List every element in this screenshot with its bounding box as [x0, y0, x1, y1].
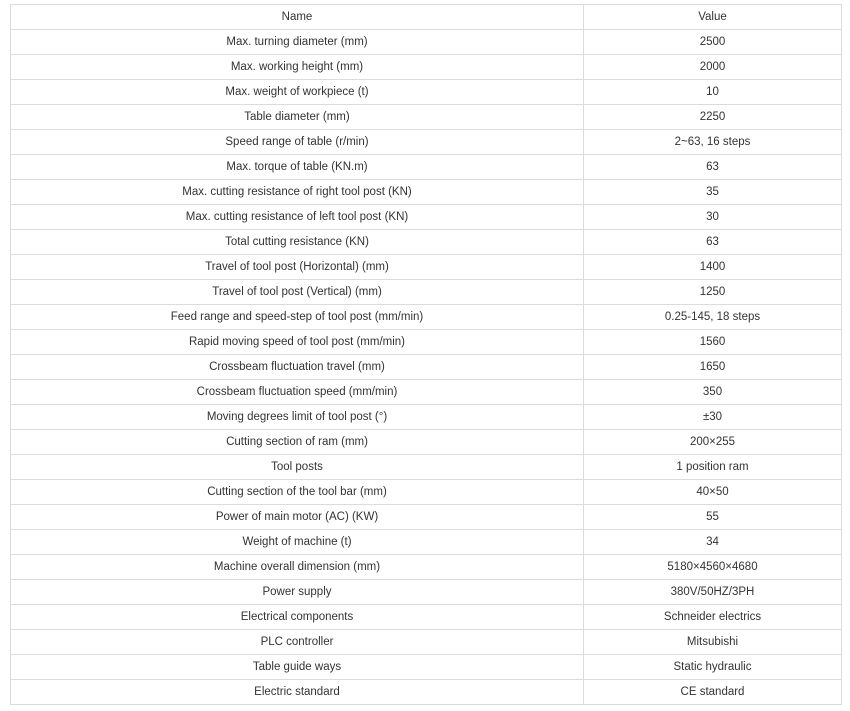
spec-name-cell: Cutting section of ram (mm): [11, 430, 584, 455]
specifications-table: [10, 4, 842, 705]
spec-name-cell: PLC controller: [11, 630, 584, 655]
spec-name-cell: Max. weight of workpiece (t): [11, 80, 584, 105]
spec-name-cell: Weight of machine (t): [11, 530, 584, 555]
spec-name-cell: Cutting section of the tool bar (mm): [11, 480, 584, 505]
table-row: [11, 30, 842, 55]
table-row: [11, 55, 842, 80]
spec-value-cell: 2250: [584, 105, 842, 130]
spec-value-cell: Static hydraulic: [584, 655, 842, 680]
table-row: [11, 430, 842, 455]
table-row: [11, 180, 842, 205]
spec-value-cell: 380V/50HZ/3PH: [584, 580, 842, 605]
table-row: [11, 155, 842, 180]
spec-name-cell: Table diameter (mm): [11, 105, 584, 130]
spec-value-cell: 30: [584, 205, 842, 230]
spec-name-cell: Speed range of table (r/min): [11, 130, 584, 155]
table-row: [11, 205, 842, 230]
spec-name-cell: Max. cutting resistance of right tool post (KN): [11, 180, 584, 205]
table-row: [11, 80, 842, 105]
spec-value-cell: CE standard: [584, 680, 842, 705]
table-row: [11, 680, 842, 705]
spec-value-cell: 63: [584, 155, 842, 180]
spec-name-cell: Power supply: [11, 580, 584, 605]
spec-name-cell: Moving degrees limit of tool post (°): [11, 405, 584, 430]
spec-name-cell: Max. cutting resistance of left tool post (KN): [11, 205, 584, 230]
spec-name-cell: Feed range and speed-step of tool post (mm/min): [11, 305, 584, 330]
table-row: [11, 330, 842, 355]
spec-value-cell: Schneider electrics: [584, 605, 842, 630]
spec-name-cell: Power of main motor (AC) (KW): [11, 505, 584, 530]
table-row: [11, 505, 842, 530]
table-row: [11, 280, 842, 305]
spec-name-cell: Machine overall dimension (mm): [11, 555, 584, 580]
spec-name-cell: Electrical components: [11, 605, 584, 630]
spec-value-cell: 1560: [584, 330, 842, 355]
table-row: [11, 130, 842, 155]
spec-name-cell: Max. working height (mm): [11, 55, 584, 80]
spec-name-cell: Max. turning diameter (mm): [11, 30, 584, 55]
spec-value-cell: 55: [584, 505, 842, 530]
table-row: [11, 580, 842, 605]
spec-value-cell: 350: [584, 380, 842, 405]
table-row: [11, 530, 842, 555]
spec-value-cell: 40×50: [584, 480, 842, 505]
spec-value-cell: 2500: [584, 30, 842, 55]
table-row: [11, 305, 842, 330]
spec-value-cell: 200×255: [584, 430, 842, 455]
table-row: [11, 355, 842, 380]
spec-value-cell: 10: [584, 80, 842, 105]
value-column-header: Value: [584, 5, 842, 30]
table-row: [11, 655, 842, 680]
spec-value-cell: 35: [584, 180, 842, 205]
spec-name-cell: Total cutting resistance (KN): [11, 230, 584, 255]
spec-name-cell: Crossbeam fluctuation travel (mm): [11, 355, 584, 380]
spec-value-cell: Mitsubishi: [584, 630, 842, 655]
spec-name-cell: Rapid moving speed of tool post (mm/min): [11, 330, 584, 355]
spec-name-cell: Table guide ways: [11, 655, 584, 680]
spec-name-cell: Tool posts: [11, 455, 584, 480]
spec-value-cell: 2~63, 16 steps: [584, 130, 842, 155]
spec-value-cell: 63: [584, 230, 842, 255]
spec-name-cell: Electric standard: [11, 680, 584, 705]
table-row: [11, 405, 842, 430]
table-row: [11, 555, 842, 580]
table-row: [11, 230, 842, 255]
table-row: [11, 630, 842, 655]
table-row: [11, 455, 842, 480]
header-row: [11, 5, 842, 30]
table-row: [11, 255, 842, 280]
spec-value-cell: 5180×4560×4680: [584, 555, 842, 580]
spec-name-cell: Crossbeam fluctuation speed (mm/min): [11, 380, 584, 405]
table-row: [11, 605, 842, 630]
spec-name-cell: Travel of tool post (Vertical) (mm): [11, 280, 584, 305]
spec-value-cell: 1250: [584, 280, 842, 305]
table-row: [11, 480, 842, 505]
table-row: [11, 105, 842, 130]
spec-value-cell: 1400: [584, 255, 842, 280]
spec-value-cell: 34: [584, 530, 842, 555]
spec-value-cell: 2000: [584, 55, 842, 80]
name-column-header: Name: [11, 5, 584, 30]
spec-value-cell: 0.25-145, 18 steps: [584, 305, 842, 330]
table-body: [11, 30, 842, 705]
spec-name-cell: Max. torque of table (KN.m): [11, 155, 584, 180]
table-row: [11, 380, 842, 405]
spec-value-cell: 1 position ram: [584, 455, 842, 480]
spec-name-cell: Travel of tool post (Horizontal) (mm): [11, 255, 584, 280]
spec-value-cell: ±30: [584, 405, 842, 430]
spec-value-cell: 1650: [584, 355, 842, 380]
